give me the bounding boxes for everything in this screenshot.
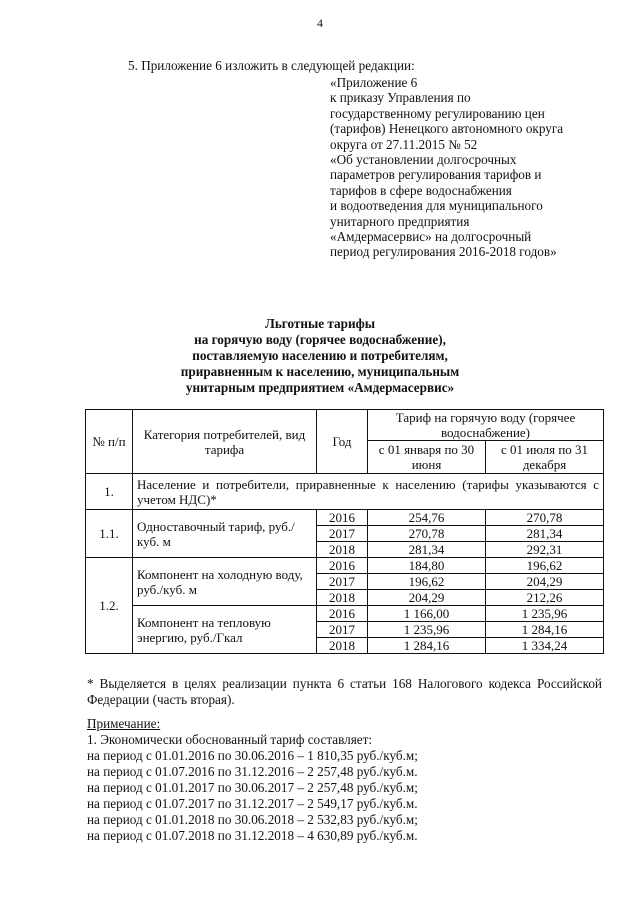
cell-value-period-2: 1 235,96 (486, 606, 604, 622)
cell-value-period-2: 281,34 (486, 526, 604, 542)
item-intro: 5. Приложение 6 изложить в следующей редакции: (128, 58, 415, 73)
table-title-line: унитарным предприятием «Амдермасервис» (185, 380, 455, 395)
row-category: Компонент на холодную воду, руб./куб. м (133, 558, 317, 606)
header-year: Год (317, 410, 368, 474)
cell-year: 2016 (317, 606, 368, 622)
cell-year: 2016 (317, 558, 368, 574)
header-tariff-group: Тариф на горячую воду (горячее водоснабжение) (368, 410, 604, 441)
table-row (86, 510, 604, 526)
table-row (86, 606, 604, 622)
page-number: 4 (317, 16, 323, 30)
annex-line: параметров регулирования тарифов и (330, 167, 542, 183)
note-line: на период с 01.07.2016 по 31.12.2016 – 2 257,48 руб./куб.м. (87, 764, 418, 779)
annex-line: тарифов в сфере водоснабжения (330, 182, 512, 198)
annex-line: «Об установлении долгосрочных (330, 152, 517, 168)
annex-line: и водоотведения для муниципального (330, 198, 543, 214)
cell-value-period-1: 1 284,16 (368, 638, 486, 654)
note-line: на период с 01.01.2016 по 30.06.2016 – 1 810,35 руб./куб.м; (87, 748, 418, 763)
cell-year: 2017 (317, 526, 368, 542)
annex-line: к приказу Управления по (330, 90, 471, 106)
cell-value-period-2: 292,31 (486, 542, 604, 558)
cell-year: 2016 (317, 510, 368, 526)
annex-line: округа от 27.11.2015 № 52 (330, 136, 478, 152)
header-category: Категория потребителей, вид тарифа (133, 410, 317, 474)
cell-value-period-1: 270,78 (368, 526, 486, 542)
annex-line: «Приложение 6 (330, 75, 418, 90)
annex-line: «Амдермасервис» на долгосрочный (330, 229, 532, 245)
cell-value-period-2: 1 334,24 (486, 638, 604, 654)
cell-value-period-1: 1 166,00 (368, 606, 486, 622)
cell-value-period-1: 254,76 (368, 510, 486, 526)
cell-value-period-2: 270,78 (486, 510, 604, 526)
cell-year: 2017 (317, 574, 368, 590)
cell-value-period-2: 1 284,16 (486, 622, 604, 638)
annex-line: государственному регулированию цен (330, 105, 545, 121)
cell-value-period-2: 212,26 (486, 590, 604, 606)
cell-year: 2017 (317, 622, 368, 638)
cell-year: 2018 (317, 542, 368, 558)
annex-line: унитарного предприятия (330, 213, 470, 229)
cell-value-period-2: 196,62 (486, 558, 604, 574)
notes-heading: Примечание: (87, 716, 161, 731)
table-title-line: приравненным к населению, муниципальным (180, 364, 460, 379)
cell-value-period-2: 204,29 (486, 574, 604, 590)
cell-value-period-1: 1 235,96 (368, 622, 486, 638)
row-num: 1.2. (86, 558, 133, 654)
section-num: 1. (86, 474, 133, 510)
cell-year: 2018 (317, 638, 368, 654)
notes-intro: 1. Экономически обоснованный тариф составляет: (87, 732, 373, 747)
row-category: Компонент на тепловую энергию, руб./Гкал (133, 606, 317, 654)
cell-value-period-1: 281,34 (368, 542, 486, 558)
cell-value-period-1: 204,29 (368, 590, 486, 606)
table-title-line: поставляемую населению и потребителям, (192, 348, 448, 363)
note-line: на период с 01.07.2018 по 31.12.2018 – 4 630,89 руб./куб.м. (87, 828, 418, 843)
cell-value-period-1: 196,62 (368, 574, 486, 590)
cell-value-period-1: 184,80 (368, 558, 486, 574)
table-title (0, 316, 640, 396)
cell-year: 2018 (317, 590, 368, 606)
section-title: Население и потребители, приравненные к населению (тарифы указываются с учетом НДС)* (133, 474, 604, 510)
header-num: № п/п (86, 410, 133, 474)
table-title-line: Льготные тарифы (265, 316, 375, 331)
table-header-row (86, 410, 604, 441)
note-line: на период с 01.01.2017 по 30.06.2017 – 2 257,48 руб./куб.м; (87, 780, 418, 795)
header-period-2: с 01 июля по 31 декабря (486, 441, 604, 474)
note-line: на период с 01.07.2017 по 31.12.2017 – 2 549,17 руб./куб.м. (87, 796, 418, 811)
row-num: 1.1. (86, 510, 133, 558)
section-row (86, 474, 604, 510)
annex-line: период регулирования 2016-2018 годов» (330, 244, 557, 260)
annex-line: (тарифов) Ненецкого автономного округа (330, 121, 564, 137)
table-row (86, 558, 604, 574)
notes-section (87, 716, 602, 844)
footnote: * Выделяется в целях реализации пункта 6 статьи 168 Налогового кодекса Российской Федерации (часть вторая). (87, 676, 602, 707)
row-category: Одноставочный тариф, руб./куб. м (133, 510, 317, 558)
annex-reference-block (330, 75, 630, 260)
table-title-line: на горячую воду (горячее водоснабжение), (194, 332, 446, 347)
tariff-table (85, 409, 604, 654)
note-line: на период с 01.01.2018 по 30.06.2018 – 2 532,83 руб./куб.м; (87, 812, 418, 827)
header-period-1: с 01 января по 30 июня (368, 441, 486, 474)
